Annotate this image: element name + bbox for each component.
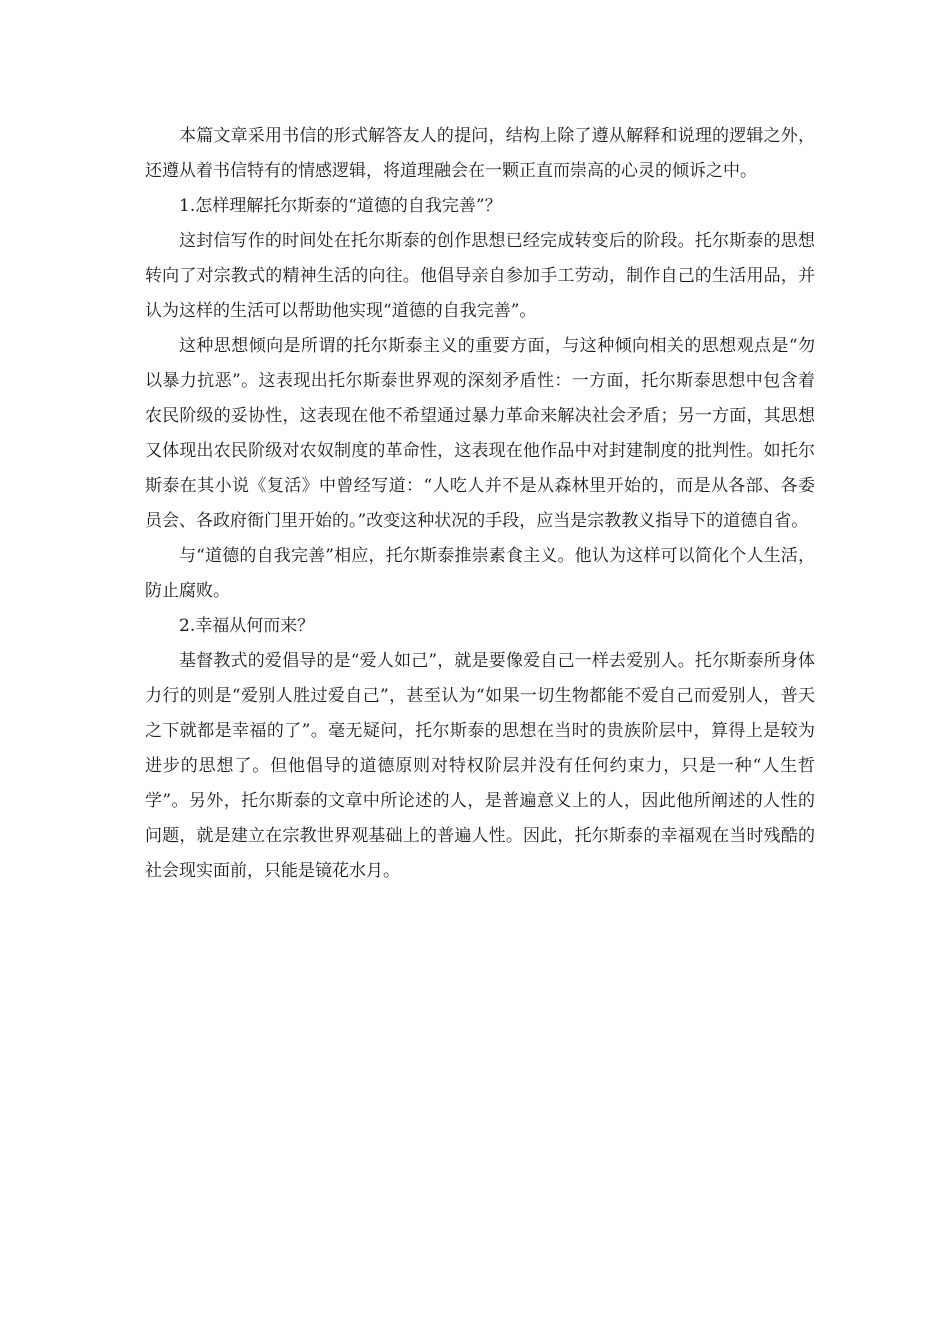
intro-paragraph: 本篇文章采用书信的形式解答友人的提问，结构上除了遵从解释和说理的逻辑之外，还遵从着书信特有的情感逻辑，将道理融会在一颗正直而崇高的心灵的倾诉之中。 [145, 126, 815, 181]
body-paragraph: 这封信写作的时间处在托尔斯泰的创作思想已经完成转变后的阶段。托尔斯泰的思想转向了对宗教式的精神生活的向往。他倡导亲自参加手工劳动，制作自己的生活用品，并认为这样的生活可以帮助他实现“道德的自我完善”。 [145, 231, 815, 321]
document-body [145, 119, 815, 889]
body-paragraph: 这种思想倾向是所谓的托尔斯泰主义的重要方面，与这种倾向相关的思想观点是“勿以暴力抗恶”。这表现出托尔斯泰世界观的深刻矛盾性：一方面，托尔斯泰思想中包含着农民阶级的妥协性，这表现在他不希望通过暴力革命来解决社会矛盾；另一方面，其思想又体现出农民阶级对农奴制度的革命性，这表现在他作品中对封建制度的批判性。如托尔斯泰在其小说《复活》中曾经写道：“人吃人并不是从森林里开始的，而是从各部、各委员会、各政府衙门里开始的。”改变这种状况的手段，应当是宗教教义指导下的道德自省。 [145, 336, 815, 531]
section-heading-1: 1.怎样理解托尔斯泰的“道德的自我完善”？ [179, 196, 502, 216]
section-heading-2: 2.幸福从何而来？ [179, 616, 315, 636]
body-paragraph: 基督教式的爱倡导的是“爱人如己”，就是要像爱自己一样去爱别人。托尔斯泰所身体力行的则是“爱别人胜过爱自己”，甚至认为“如果一切生物都能不爱自己而爱别人，普天之下就都是幸福的了”。毫无疑问，托尔斯泰的思想在当时的贵族阶层中，算得上是较为进步的思想了。但他倡导的道德原则对特权阶层并没有任何约束力，只是一种“人生哲学”。另外，托尔斯泰的文章中所论述的人，是普遍意义上的人，因此他所阐述的人性的问题，就是建立在宗教世界观基础上的普遍人性。因此，托尔斯泰的幸福观在当时残酷的社会现实面前，只能是镜花水月。 [145, 651, 815, 881]
body-paragraph: 与“道德的自我完善”相应，托尔斯泰推崇素食主义。他认为这样可以简化个人生活，防止腐败。 [145, 546, 815, 601]
